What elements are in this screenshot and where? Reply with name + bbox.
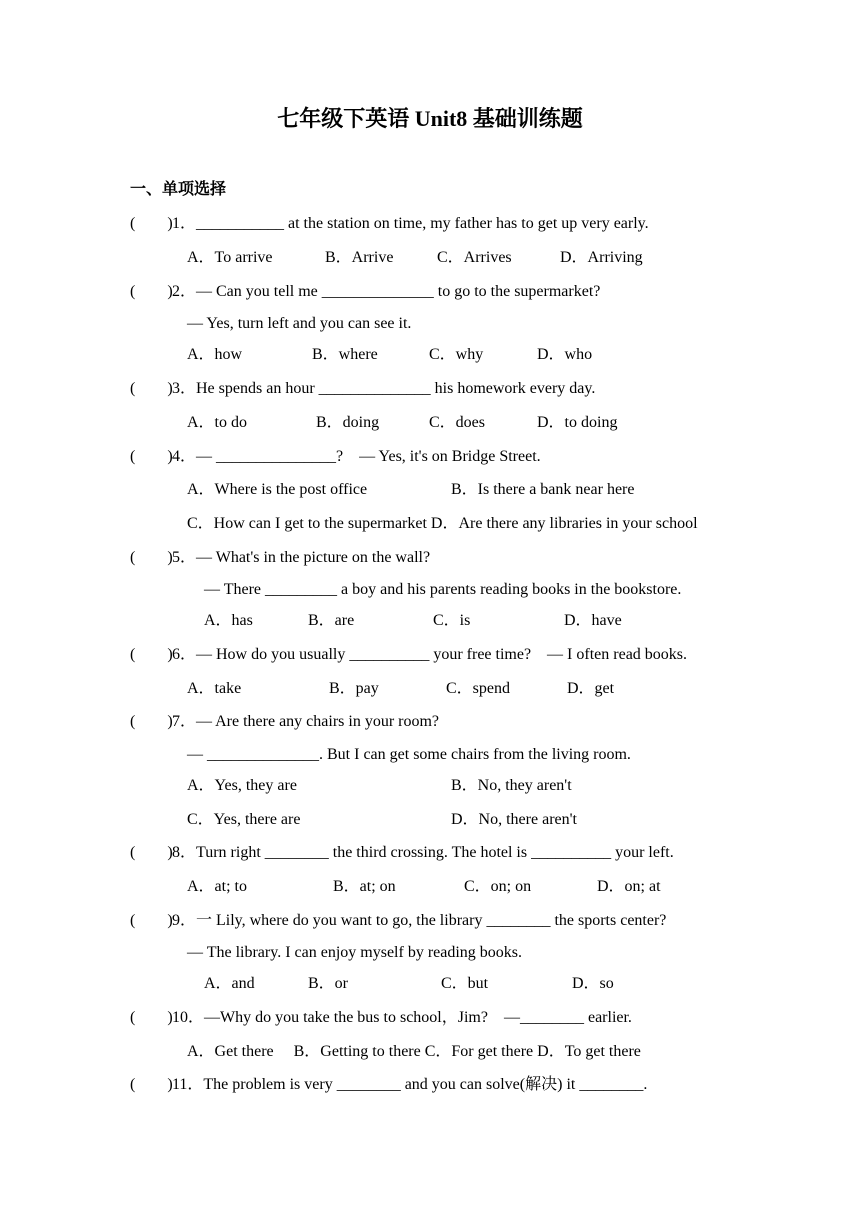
question-7-reply: — ______________. But I can get some chairs from the living room. [187, 746, 631, 763]
q8-option-c: C．on; on [464, 878, 532, 895]
answer-blank-q2: ( ) [130, 283, 173, 300]
question-8-stem: 8．Turn right ________ the third crossing. The hotel is __________ your left. [172, 844, 674, 861]
q2-option-d: D．who [537, 346, 593, 363]
q4-options-c-d: C．How can I get to the supermarket D．Are there any libraries in your school [187, 515, 698, 532]
question-1-stem: 1．___________ at the station on time, my father has to get up very early. [172, 215, 649, 232]
q3-option-c: C．does [429, 414, 486, 431]
answer-blank-q6: ( ) [130, 646, 173, 663]
q3-option-d: D．to doing [537, 414, 618, 431]
question-5-stem: 5．— What's in the picture on the wall? [172, 549, 431, 566]
question-3-stem: 3．He spends an hour ______________ his homework every day. [172, 380, 596, 397]
question-10-stem: 10．—Why do you take the bus to school，Jim? —________ earlier. [172, 1009, 632, 1026]
answer-blank-q1: ( ) [130, 215, 173, 232]
q9-option-d: D．so [572, 975, 614, 992]
q7-option-c: C．Yes, there are [187, 811, 301, 828]
q3-option-b: B．doing [316, 414, 380, 431]
answer-blank-q4: ( ) [130, 448, 173, 465]
question-2-reply: — Yes, turn left and you can see it. [187, 315, 412, 332]
answer-blank-q9: ( ) [130, 912, 173, 929]
q8-option-b: B．at; on [333, 878, 396, 895]
question-7-stem: 7．— Are there any chairs in your room? [172, 713, 440, 730]
question-11-stem: 11．The problem is very ________ and you can solve(解决) it ________. [172, 1076, 648, 1093]
answer-blank-q10: ( ) [130, 1009, 173, 1026]
q6-option-b: B．pay [329, 680, 379, 697]
q9-option-c: C．but [441, 975, 489, 992]
q5-option-c: C．is [433, 612, 471, 629]
answer-blank-q8: ( ) [130, 844, 173, 861]
q2-option-c: C．why [429, 346, 484, 363]
q7-option-a: A．Yes, they are [187, 777, 297, 794]
q1-option-b: B．Arrive [325, 249, 394, 266]
q8-option-a: A．at; to [187, 878, 247, 895]
question-9-stem: 9．一 Lily, where do you want to go, the library ________ the sports center? [172, 912, 667, 929]
question-4-stem: 4．— _______________? — Yes, it's on Bridge Street. [172, 448, 541, 465]
section-heading: 一、单项选择 [130, 181, 227, 198]
q6-option-a: A．take [187, 680, 242, 697]
q7-option-b: B．No, they aren't [451, 777, 572, 794]
q1-option-c: C．Arrives [437, 249, 512, 266]
q8-option-d: D．on; at [597, 878, 661, 895]
question-5-reply: — There _________ a boy and his parents reading books in the bookstore. [204, 581, 682, 598]
q5-option-a: A．has [204, 612, 253, 629]
q9-option-a: A．and [204, 975, 255, 992]
question-2-stem: 2．— Can you tell me ______________ to go to the supermarket? [172, 283, 601, 300]
q4-option-b: B．Is there a bank near here [451, 481, 635, 498]
q3-option-a: A．to do [187, 414, 248, 431]
q5-option-d: D．have [564, 612, 622, 629]
answer-blank-q11: ( ) [130, 1076, 173, 1093]
answer-blank-q3: ( ) [130, 380, 173, 397]
q9-option-b: B．or [308, 975, 349, 992]
q1-option-a: A．To arrive [187, 249, 273, 266]
q5-option-b: B．are [308, 612, 355, 629]
q2-option-b: B．where [312, 346, 378, 363]
question-6-stem: 6．— How do you usually __________ your free time? — I often read books. [172, 646, 688, 663]
page-title: 七年级下英语 Unit8 基础训练题 [277, 106, 583, 131]
q1-option-d: D．Arriving [560, 249, 643, 266]
q4-option-a: A．Where is the post office [187, 481, 368, 498]
q6-option-c: C．spend [446, 680, 511, 697]
answer-blank-q7: ( ) [130, 713, 173, 730]
question-9-reply: — The library. I can enjoy myself by reading books. [187, 944, 523, 961]
answer-blank-q5: ( ) [130, 549, 173, 566]
q10-options: A．Get there B．Getting to there C．For get there D．To get there [187, 1043, 641, 1060]
q2-option-a: A．how [187, 346, 243, 363]
q7-option-d: D．No, there aren't [451, 811, 577, 828]
q6-option-d: D．get [567, 680, 615, 697]
